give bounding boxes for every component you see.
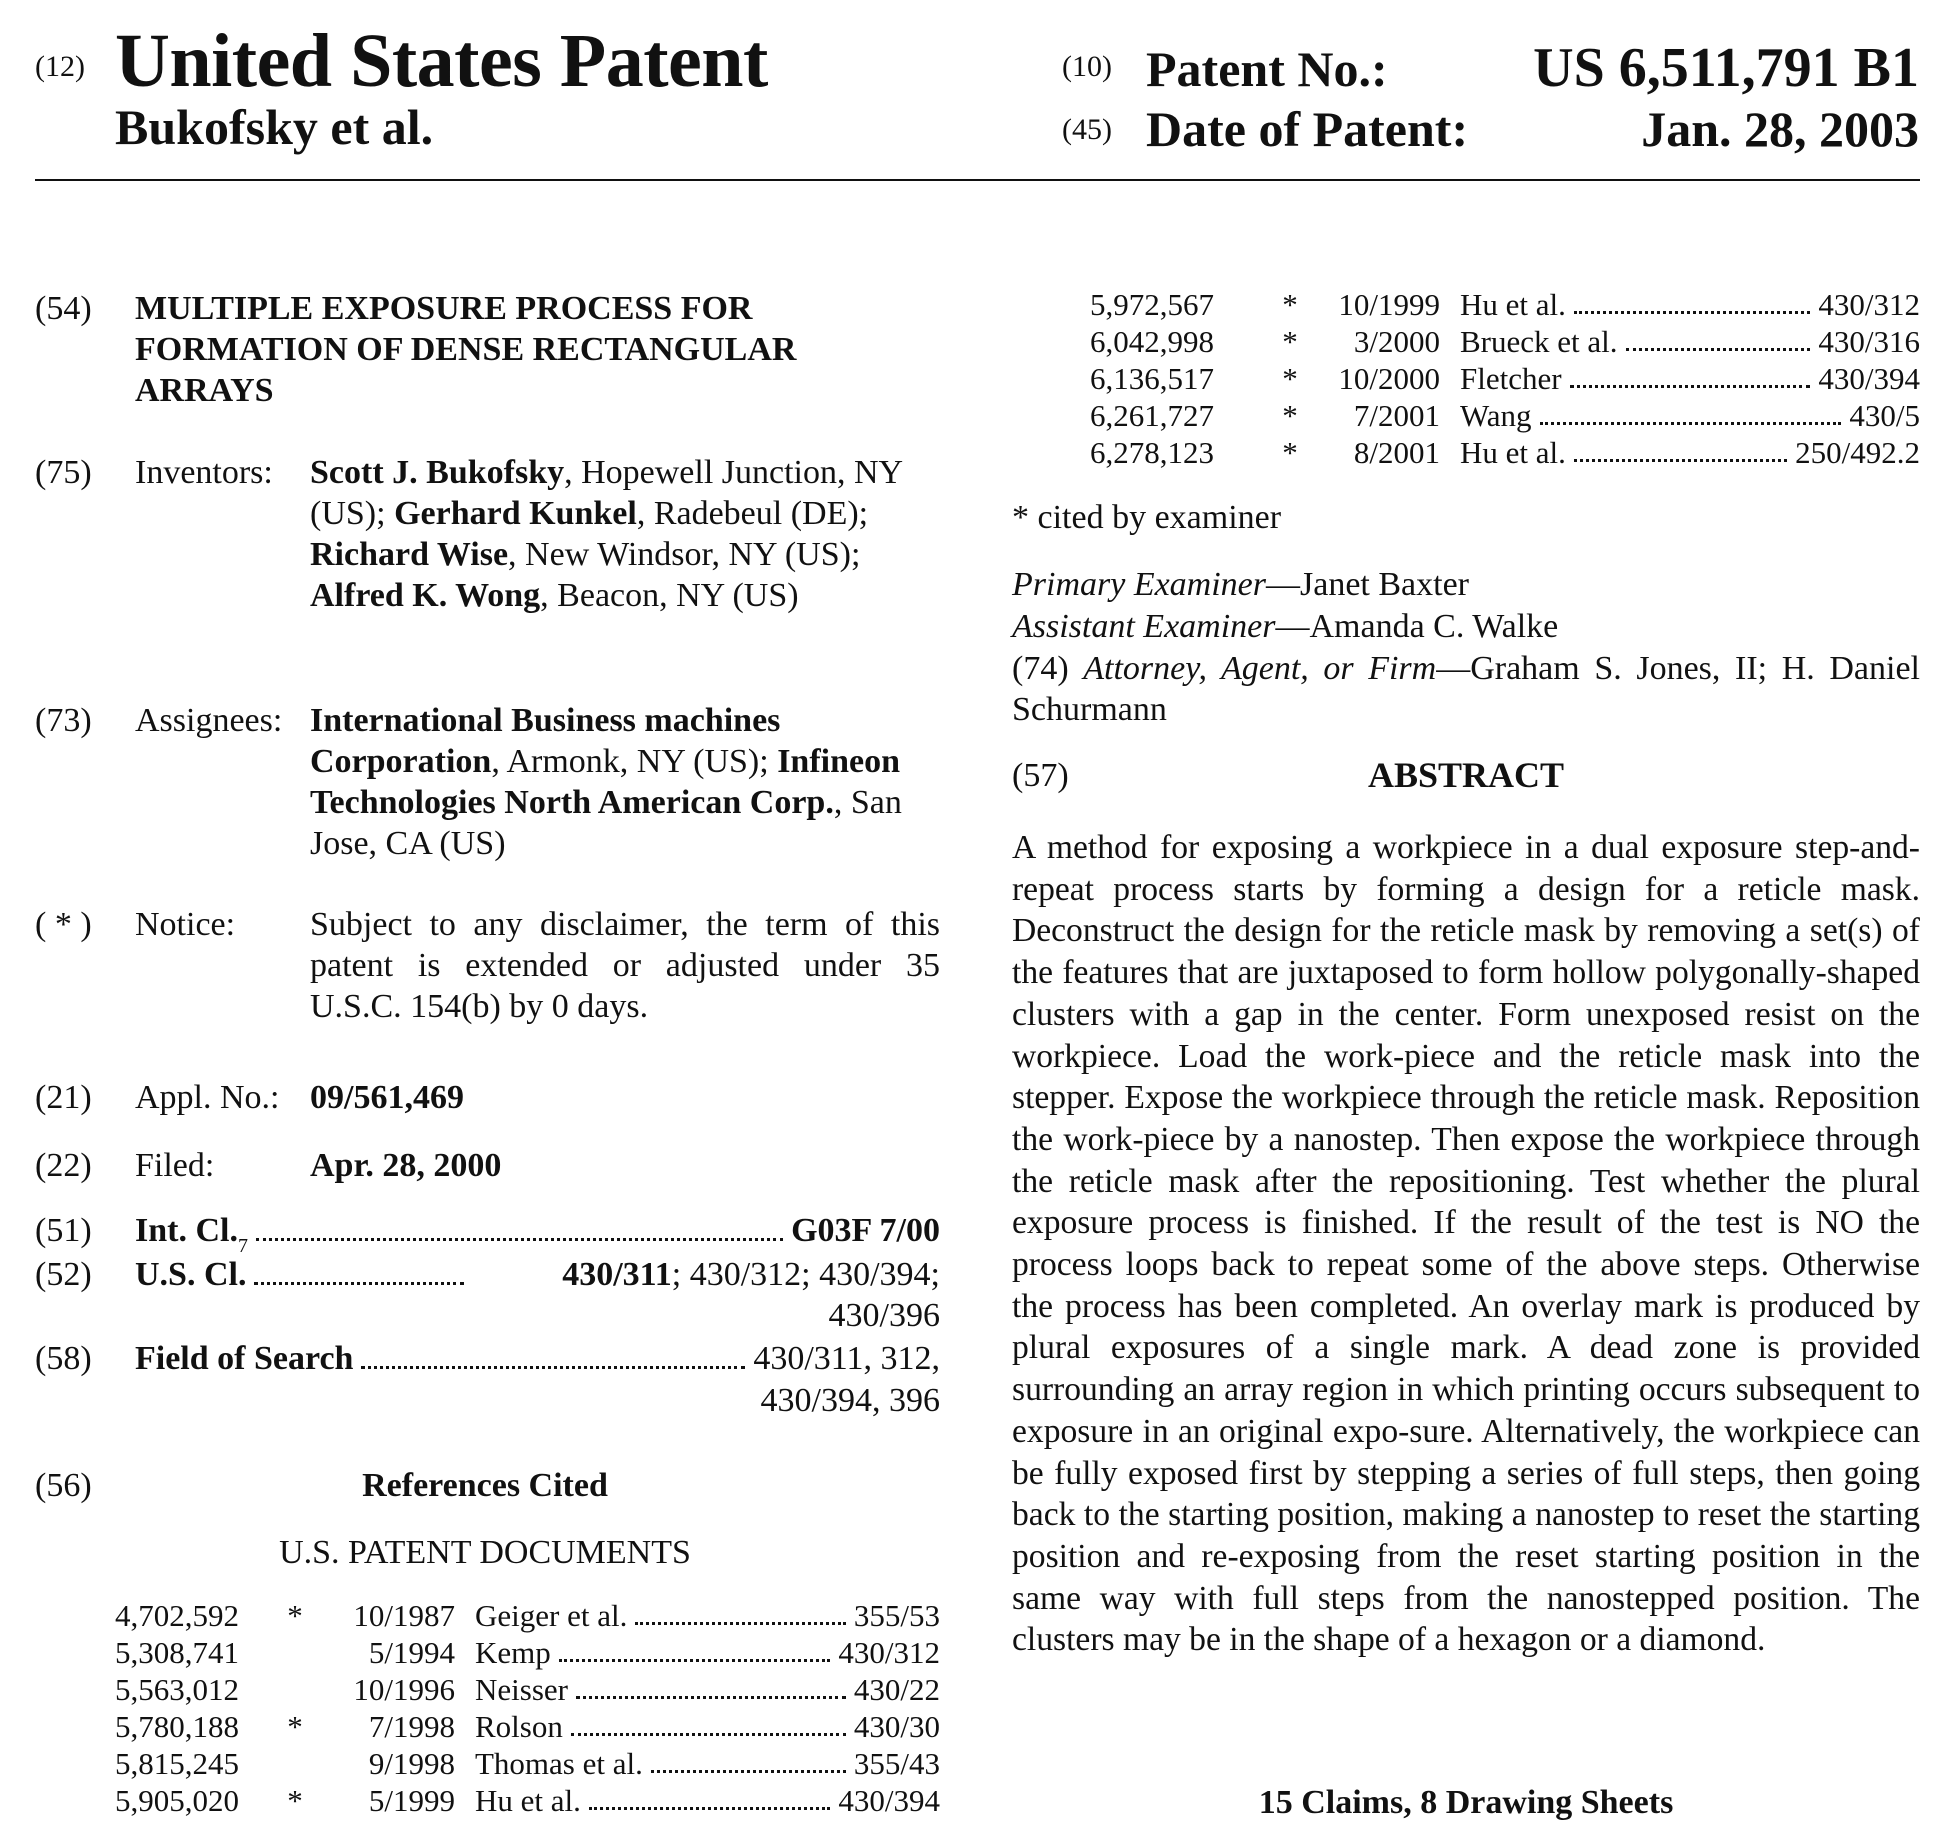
- inventors-label: Inventors:: [135, 454, 273, 491]
- ref-date: 8/2001: [1353, 435, 1440, 470]
- ref-star: *: [287, 1598, 303, 1633]
- primary-examiner-value: —Janet Baxter: [1266, 566, 1470, 603]
- notice-label: Notice:: [135, 906, 236, 943]
- ref-date: 5/1994: [368, 1635, 455, 1670]
- leader-dots: [576, 1696, 846, 1699]
- date-label: Date of Patent:: [1146, 101, 1469, 157]
- ref-date: 10/1996: [353, 1672, 455, 1707]
- invention-title: MULTIPLE EXPOSURE PROCESS FOR FORMATION OF DENSE RECTANGULAR ARRAYS: [135, 290, 797, 409]
- ref-name: Neisser: [475, 1672, 568, 1707]
- code-75: (75): [35, 454, 92, 491]
- code-58: (58): [35, 1340, 92, 1377]
- ref-date: 3/2000: [1353, 324, 1440, 359]
- ref-star: *: [1282, 398, 1298, 433]
- ref-number: 5,905,020: [115, 1783, 239, 1818]
- inventor-name: Richard Wise: [310, 536, 509, 573]
- ref-date: 7/1998: [368, 1709, 455, 1744]
- attorney-value: —Graham S. Jones, II; H. Daniel Schurmann: [1012, 650, 1920, 728]
- leader-dots: [256, 1238, 783, 1241]
- assignee-location: , Armonk, NY (US);: [491, 743, 778, 780]
- field-search-value: 430/311, 312,: [753, 1340, 940, 1377]
- us-cl-values: [472, 1254, 940, 1295]
- leader-dots: [254, 1282, 464, 1285]
- references-cited-title: References Cited: [362, 1467, 608, 1504]
- inventor-location: , Radebeul (DE);: [636, 495, 869, 532]
- ref-name: Fletcher: [1460, 361, 1562, 396]
- attorney: [1012, 648, 1920, 730]
- inventor-location: , Hopewell Junction, NY (US);: [310, 454, 902, 532]
- int-cl-value: G03F 7/00: [791, 1212, 940, 1249]
- ref-star: *: [1282, 324, 1298, 359]
- us-patent-docs-title: U.S. PATENT DOCUMENTS: [279, 1534, 691, 1571]
- reference-row: [115, 1708, 940, 1745]
- patent-no-label: Patent No.:: [1146, 41, 1388, 97]
- filed-label: Filed:: [135, 1147, 215, 1184]
- ref-name: Rolson: [475, 1709, 563, 1744]
- leader-dots: [589, 1807, 830, 1810]
- claims-count: 15 Claims, 8 Drawing Sheets: [1258, 1784, 1674, 1821]
- leader-dots: [1574, 459, 1787, 462]
- int-cl-row: [135, 1210, 940, 1257]
- leader-dots: [571, 1733, 846, 1736]
- leader-dots: [559, 1659, 831, 1662]
- ref-number: 5,563,012: [115, 1672, 239, 1707]
- code-51: (51): [35, 1212, 92, 1249]
- ref-class: 250/492.2: [1795, 435, 1920, 470]
- ref-number: 6,136,517: [1090, 361, 1214, 396]
- reference-row: [1090, 397, 1920, 434]
- assistant-examiner-label: Assistant Examiner: [1012, 608, 1276, 645]
- assignee-name: Infineon Technologies North American Corp.: [310, 743, 901, 821]
- ref-number: 6,261,727: [1090, 398, 1214, 433]
- code-52: (52): [35, 1256, 92, 1293]
- leader-dots: [635, 1622, 846, 1625]
- field-search-row: [135, 1338, 940, 1379]
- leader-dots: [361, 1366, 745, 1369]
- ref-class: 430/316: [1818, 324, 1920, 359]
- reference-row: [115, 1782, 940, 1819]
- assignees-label: Assignees:: [135, 702, 283, 739]
- code-57: (57): [1012, 757, 1069, 794]
- ref-class: 430/30: [853, 1709, 940, 1744]
- abstract-text: A method for exposing a workpiece in a dual exposure step-and-repeat process starts by forming a design for a reticle mask. Deconstruct the design for the reticle mask by removing a set(s) of the features that are juxtaposed to form hollow polygonally-shaped clusters with a gap in the center. Form unexposed resist on the workpiece. Load the work-piece and the reticle mask into the stepper. Expose the workpiece through the reticle mask. Reposition the work-piece by a nanostep. Then expose the workpiece through the reticle mask after the repositioning. Test whether the plural exposure process is finished. If the result of the test is NO the process loops back to repeat some of the above steps. Otherwise the process has been completed. An overlay mark is produced by plural exposures of a single mark. A dead zone is provided surrounding an array region in which printing occurs subsequent to exposure in an original expo-sure. Alternatively, the workpiece can be fully exposed first by stepping a series of full steps, then going back to the starting position, making a nanostep to reset the starting position and re-exposing from the reset starting position in the same way with full steps from the nanostepped position. The clusters may be in the shape of a hexagon or a diamond.: [1012, 829, 1920, 1659]
- inventor-name: Scott J. Bukofsky: [310, 454, 565, 491]
- reference-row: [115, 1634, 940, 1671]
- ref-name: Wang: [1460, 398, 1532, 433]
- us-cl-label: U.S. Cl.: [135, 1256, 247, 1293]
- ref-class: 430/394: [1818, 361, 1920, 396]
- abstract-title: ABSTRACT: [1367, 755, 1565, 795]
- ref-date: 9/1998: [368, 1746, 455, 1781]
- notice-code: ( * ): [35, 906, 92, 943]
- ref-star: *: [1282, 361, 1298, 396]
- code-73: (73): [35, 702, 92, 739]
- code-21: (21): [35, 1079, 92, 1116]
- us-cl-primary: 430/311: [562, 1256, 672, 1293]
- assignee-name: International Business machines Corporation: [310, 702, 781, 780]
- assignee-location: , San Jose, CA (US): [310, 784, 902, 862]
- us-cl-line2: 430/396: [828, 1297, 940, 1334]
- assistant-examiner: [1012, 606, 1558, 647]
- reference-row: [115, 1671, 940, 1708]
- header-rule: [35, 179, 1920, 181]
- patent-date: Jan. 28, 2003: [1641, 101, 1919, 157]
- leader-dots: [1540, 422, 1842, 425]
- code-12: (12): [35, 50, 85, 83]
- assignees-list: [310, 700, 910, 864]
- reference-row: [115, 1745, 940, 1782]
- ref-number: 6,278,123: [1090, 435, 1214, 470]
- ref-date: 5/1999: [368, 1783, 455, 1818]
- int-cl-label: Int. Cl.: [135, 1212, 238, 1249]
- code-10: (10): [1062, 50, 1112, 83]
- ref-class: 430/312: [838, 1635, 940, 1670]
- inventors-short: Bukofsky et al.: [115, 99, 434, 155]
- us-cl-row: [135, 1254, 940, 1295]
- inventor-name: Alfred K. Wong: [310, 577, 541, 614]
- reference-row: [1090, 323, 1920, 360]
- primary-examiner-label: Primary Examiner: [1012, 566, 1267, 603]
- notice-text: Subject to any disclaimer, the term of this patent is extended or adjusted under 35 U.S.C. 154(b) by 0 days.: [310, 906, 940, 1025]
- ref-star: *: [287, 1783, 303, 1818]
- ref-number: 5,780,188: [115, 1709, 239, 1744]
- leader-dots: [1626, 348, 1811, 351]
- code-22: (22): [35, 1147, 92, 1184]
- ref-class: 430/394: [838, 1783, 940, 1818]
- inventor-name: Gerhard Kunkel: [394, 495, 637, 532]
- document-title: United States Patent: [115, 19, 768, 103]
- attorney-label: Attorney, Agent, or Firm: [1083, 650, 1437, 687]
- reference-row: [1090, 360, 1920, 397]
- inventors-list: [310, 452, 940, 616]
- ref-date: 10/1999: [1338, 287, 1440, 322]
- leader-dots: [651, 1770, 846, 1773]
- ref-class: 355/43: [853, 1746, 940, 1781]
- ref-star: *: [1282, 287, 1298, 322]
- code-45: (45): [1062, 113, 1112, 146]
- assistant-examiner-value: —Amanda C. Walke: [1275, 608, 1559, 645]
- ref-number: 6,042,998: [1090, 324, 1214, 359]
- ref-name: Hu et al.: [475, 1783, 581, 1818]
- ref-class: 430/22: [853, 1672, 940, 1707]
- ref-date: 10/2000: [1338, 361, 1440, 396]
- patent-number: US 6,511,791 B1: [1533, 37, 1919, 99]
- field-search-line2: 430/394, 396: [760, 1382, 940, 1419]
- inventor-location: , New Windsor, NY (US);: [508, 536, 861, 573]
- leader-dots: [1570, 385, 1811, 388]
- ref-date: 10/1987: [353, 1598, 455, 1633]
- ref-star: *: [287, 1709, 303, 1744]
- appl-no-label: Appl. No.:: [135, 1079, 280, 1116]
- ref-star: *: [1282, 435, 1298, 470]
- ref-name: Kemp: [475, 1635, 551, 1670]
- ref-name: Geiger et al.: [475, 1598, 628, 1633]
- ref-name: Hu et al.: [1460, 287, 1566, 322]
- reference-row: [1090, 434, 1920, 471]
- reference-row: [1090, 286, 1920, 323]
- primary-examiner: [1012, 564, 1469, 605]
- ref-class: 430/5: [1849, 398, 1920, 433]
- ref-number: 5,972,567: [1090, 287, 1214, 322]
- ref-name: Brueck et al.: [1460, 324, 1618, 359]
- us-cl-secondary: ; 430/312; 430/394;: [671, 1256, 940, 1293]
- code-56: (56): [35, 1467, 92, 1504]
- field-search-label: Field of Search: [135, 1340, 354, 1377]
- cited-by-examiner-note: * cited by examiner: [1012, 499, 1282, 536]
- ref-number: 5,308,741: [115, 1635, 239, 1670]
- filed-value: Apr. 28, 2000: [310, 1147, 502, 1184]
- ref-class: 355/53: [853, 1598, 940, 1633]
- code-74: (74): [1012, 650, 1069, 687]
- ref-name: Thomas et al.: [475, 1746, 643, 1781]
- ref-number: 5,815,245: [115, 1746, 239, 1781]
- ref-class: 430/312: [1818, 287, 1920, 322]
- leader-dots: [1574, 311, 1810, 314]
- ref-number: 4,702,592: [115, 1598, 239, 1633]
- ref-date: 7/2001: [1353, 398, 1440, 433]
- code-54: (54): [35, 290, 92, 327]
- ref-name: Hu et al.: [1460, 435, 1566, 470]
- int-cl-superscript: 7: [237, 1235, 248, 1257]
- reference-row: [115, 1597, 940, 1634]
- appl-no-value: 09/561,469: [310, 1079, 464, 1116]
- inventor-location: , Beacon, NY (US): [540, 577, 799, 614]
